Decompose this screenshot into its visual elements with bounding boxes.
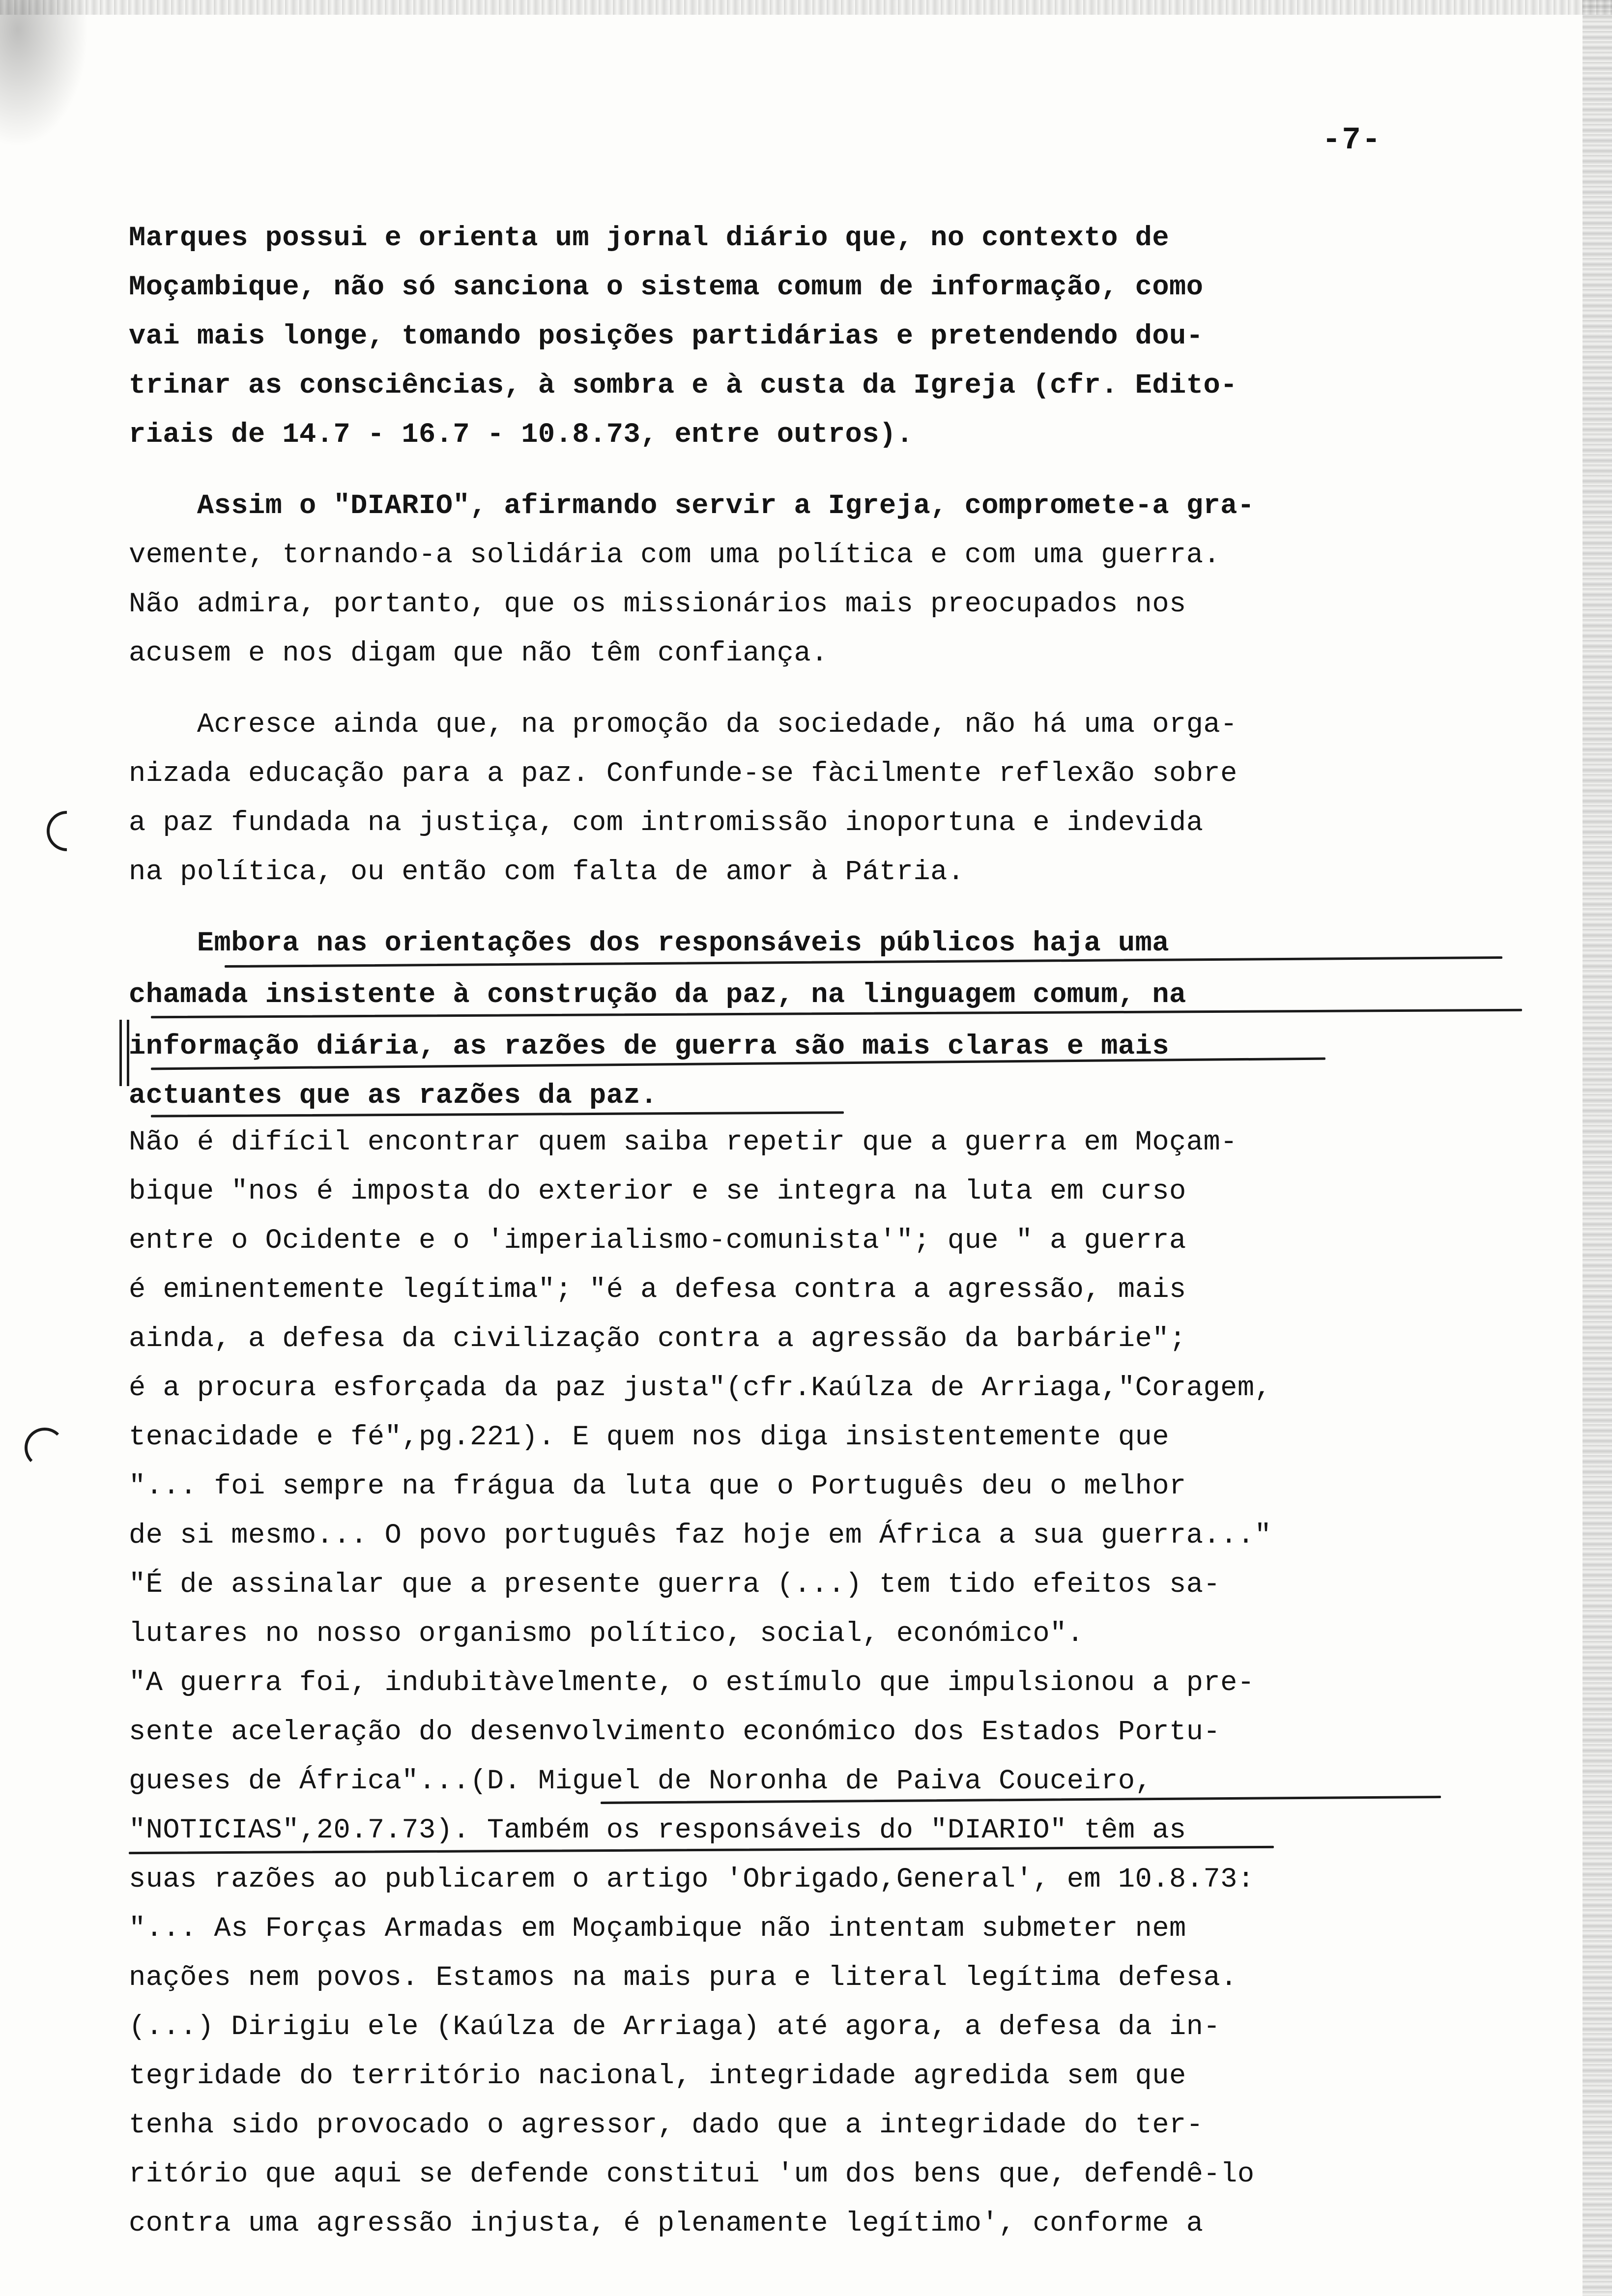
text-line: actuantes que as razões da paz. bbox=[129, 1080, 658, 1112]
text-line: gueses de África"...(D. Miguel de Noronha de Paiva Couceiro, bbox=[129, 1766, 1152, 1797]
text-line: lutares no nosso organismo político, social, económico". bbox=[129, 1618, 1084, 1650]
text-line: "A guerra foi, indubitàvelmente, o estímulo que impulsionou a pre- bbox=[129, 1667, 1255, 1699]
text-line: "É de assinalar que a presente guerra (...) tem tido efeitos sa- bbox=[129, 1569, 1221, 1601]
text-line: na política, ou então com falta de amor à Pátria. bbox=[129, 857, 965, 888]
text-line: tegridade do território nacional, integridade agredida sem que bbox=[129, 2061, 1186, 2092]
text-line: de si mesmo... O povo português faz hoje em África a sua guerra..." bbox=[129, 1520, 1272, 1551]
text-line: tenha sido provocado o agressor, dado que a integridade do ter- bbox=[129, 2110, 1204, 2141]
text-line: "NOTICIAS",20.7.73). Também os responsáveis do "DIARIO" têm as bbox=[129, 1815, 1186, 1846]
text-line: é eminentemente legítima"; "é a defesa contra a agressão, mais bbox=[129, 1274, 1186, 1306]
margin-bracket-mark bbox=[38, 803, 95, 860]
text-line: entre o Ocidente e o 'imperialismo-comunista'"; que " a guerra bbox=[129, 1225, 1186, 1257]
scan-smudge bbox=[0, 0, 88, 147]
text-line: bique "nos é imposta do exterior e se integra na luta em curso bbox=[129, 1176, 1186, 1207]
page-number: -7- bbox=[1322, 123, 1382, 158]
text-line: "... As Forças Armadas em Moçambique não intentam submeter nem bbox=[129, 1913, 1186, 1945]
text-line: ainda, a defesa da civilização contra a agressão da barbárie"; bbox=[129, 1323, 1186, 1355]
text-line: chamada insistente à construção da paz, na linguagem comum, na bbox=[129, 979, 1186, 1011]
text-line: Acresce ainda que, na promoção da sociedade, não há uma orga- bbox=[129, 709, 1238, 741]
text-line: tenacidade e fé",pg.221). E quem nos diga insistentemente que bbox=[129, 1422, 1170, 1453]
text-line: é a procura esforçada da paz justa"(cfr.Kaúlza de Arriaga,"Coragem, bbox=[129, 1373, 1272, 1404]
text-line: nizada educação para a paz. Confunde-se fàcilmente reflexão sobre bbox=[129, 758, 1238, 790]
text-line: a paz fundada na justiça, com intromissão inoportuna e indevida bbox=[129, 807, 1204, 839]
margin-bracket-mark bbox=[25, 1428, 65, 1468]
scan-edge-top bbox=[0, 0, 1612, 15]
text-line: Não admira, portanto, que os missionários mais preocupados nos bbox=[129, 589, 1186, 620]
text-line: vemente, tornando-a solidária com uma política e com uma guerra. bbox=[129, 540, 1221, 571]
text-line: Assim o "DIARIO", afirmando servir a Igreja, compromete-a gra- bbox=[129, 490, 1255, 522]
text-line: Marques possui e orienta um jornal diário que, no contexto de bbox=[129, 223, 1170, 254]
text-line: vai mais longe, tomando posições partidárias e pretendendo dou- bbox=[129, 321, 1204, 352]
text-line: contra uma agressão injusta, é plenamente legítimo', conforme a bbox=[129, 2208, 1204, 2239]
text-line: informação diária, as razões de guerra são mais claras e mais bbox=[129, 1031, 1170, 1062]
text-line: ritório que aqui se defende constitui 'um dos bens que, defendê-lo bbox=[129, 2159, 1255, 2190]
text-line: nações nem povos. Estamos na mais pura e literal legítima defesa. bbox=[129, 1962, 1238, 1994]
scan-edge-right bbox=[1583, 0, 1612, 2296]
text-line: trinar as consciências, à sombra e à custa da Igreja (cfr. Edito- bbox=[129, 370, 1238, 402]
margin-vertical-mark bbox=[119, 1020, 122, 1086]
text-line: suas razões ao publicarem o artigo 'Obrigado,General', em 10.8.73: bbox=[129, 1864, 1255, 1895]
text-line: Não é difícil encontrar quem saiba repetir que a guerra em Moçam- bbox=[129, 1127, 1238, 1158]
text-line: Moçambique, não só sanciona o sistema comum de informação, como bbox=[129, 272, 1204, 303]
text-line: sente aceleração do desenvolvimento económico dos Estados Portu- bbox=[129, 1717, 1221, 1748]
text-line: Embora nas orientações dos responsáveis públicos haja uma bbox=[129, 928, 1170, 959]
text-line: riais de 14.7 - 16.7 - 10.8.73, entre outros). bbox=[129, 419, 914, 451]
text-line: (...) Dirigiu ele (Kaúlza de Arriaga) até agora, a defesa da in- bbox=[129, 2011, 1221, 2043]
text-line: "... foi sempre na frágua da luta que o Português deu o melhor bbox=[129, 1471, 1186, 1502]
text-line: acusem e nos digam que não têm confiança. bbox=[129, 638, 828, 669]
